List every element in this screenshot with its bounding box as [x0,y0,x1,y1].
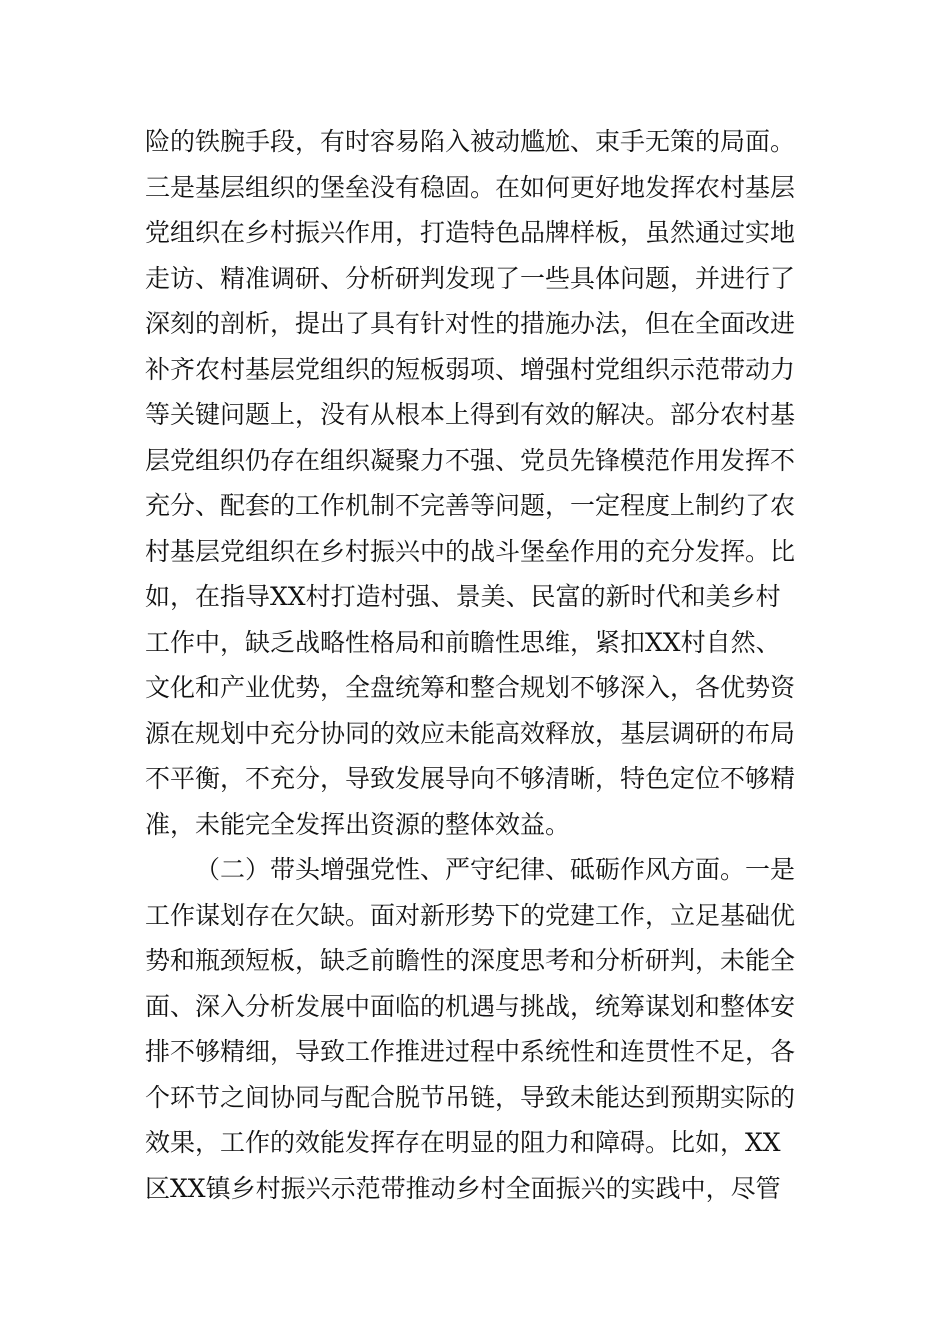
text-line-22: 个环节之间协同与配合脱节吊链，导致未能达到预期实际的 [145,1082,796,1112]
text-line-20: 面、深入分析发展中面临的机遇与挑战，统筹谋划和整体安 [145,991,796,1021]
text-line-2: 三是基层组织的堡垒没有稳固。在如何更好地发挥农村基层 [145,172,796,202]
text-line-3: 党组织在乡村振兴作用，打造特色品牌样板，虽然通过实地 [145,218,796,247]
text-line-18: 工作谋划存在欠缺。面对新形势下的党建工作，立足基础优 [145,900,796,930]
text-line-4: 走访、精准调研、分析研判发现了一些具体问题，并进行了 [145,263,796,293]
text-line-11: 如，在指导XX村打造村强、景美、民富的新时代和美乡村 [145,582,781,611]
section-heading-line: （二）带头增强党性、严守纪律、砥砺作风方面。一是 [195,855,796,884]
text-line-16: 准，未能完全发挥出资源的整体效益。 [145,809,571,839]
text-line-13: 文化和产业优势，全盘统筹和整合规划不够深入，各优势资 [145,673,796,702]
text-line-19: 势和瓶颈短板，缺乏前瞻性的深度思考和分析研判，未能全 [145,946,796,975]
text-line-24: 区XX镇乡村振兴示范带推动乡村全面振兴的实践中，尽管 [145,1173,781,1203]
text-line-1: 险的铁腕手段，有时容易陷入被动尴尬、束手无策的局面。 [145,127,796,156]
body-text [145,119,810,1211]
text-line-14: 源在规划中充分协同的效应未能高效释放，基层调研的布局 [145,718,796,748]
text-line-7: 等关键问题上，没有从根本上得到有效的解决。部分农村基 [145,400,796,429]
text-line-10: 村基层党组织在乡村振兴中的战斗堡垒作用的充分发挥。比 [145,536,796,566]
text-line-8: 层党组织仍存在组织凝聚力不强、党员先锋模范作用发挥不 [145,445,796,475]
text-line-12: 工作中，缺乏战略性格局和前瞻性思维，紧扣XX村自然、 [145,627,781,657]
text-line-23: 效果，工作的效能发挥存在明显的阻力和障碍。比如，XX [145,1128,781,1157]
text-line-5: 深刻的剖析，提出了具有针对性的措施办法，但在全面改进 [145,309,796,338]
text-line-15: 不平衡，不充分，导致发展导向不够清晰，特色定位不够精 [145,764,796,793]
text-line-21: 排不够精细，导致工作推进过程中系统性和连贯性不足，各 [145,1037,796,1066]
text-line-6: 补齐农村基层党组织的短板弱项、增强村党组织示范带动力 [145,354,796,384]
text-line-9: 充分、配套的工作机制不完善等问题，一定程度上制约了农 [145,491,796,520]
